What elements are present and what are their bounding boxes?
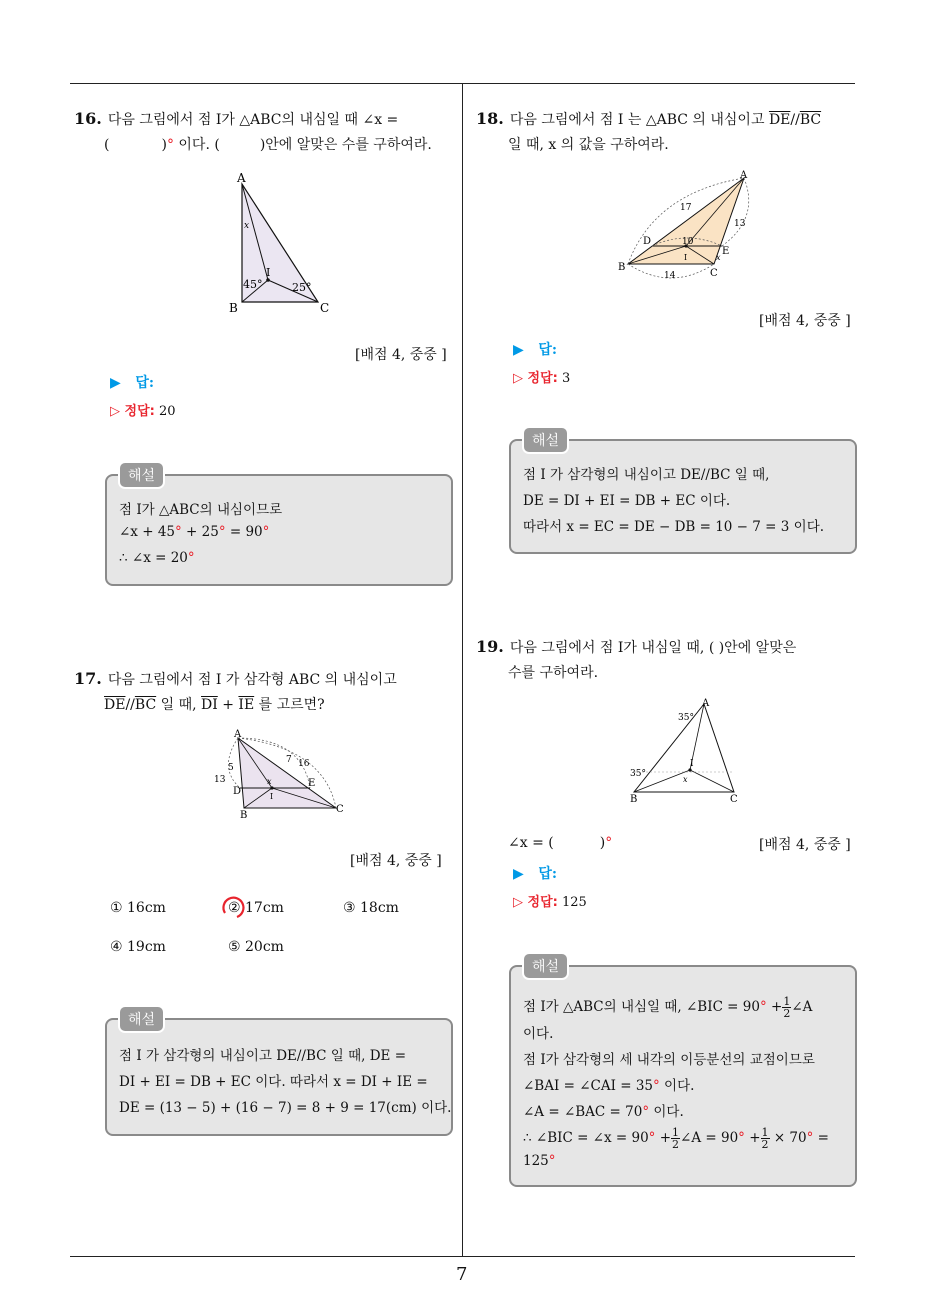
q19-sol-6a: ∴ ∠BIC = ∠x = 90: [523, 1130, 649, 1146]
q17-sol-line2: DI + EI = DB + EC 이다. 따라서 x = DI + IE =: [119, 1074, 428, 1090]
q19-sol-line4: ∠BAI = ∠CAI = 35° 이다.: [523, 1078, 695, 1094]
q16-text3: )안에 알맞은 수를 구하여라.: [259, 137, 432, 153]
q17-label-x: x: [267, 777, 272, 786]
q18-correct-row: [513, 367, 570, 386]
q19-line1: [476, 634, 796, 661]
q19-label-x: x: [683, 775, 688, 784]
q19-sol-line1: 점 I가 △ABC의 내심일 때, ∠BIC = 90° + $\frac{1}{2}$ ∠A: [523, 995, 813, 1020]
q19-correct-label: ▷ 정답:: [513, 895, 558, 910]
q19-degree: °: [605, 835, 613, 851]
q16-answer-row: ▶ 답:: [110, 375, 155, 391]
q19-meta: [배점 4, 중중 ]: [759, 837, 851, 853]
q19-sol-deg1: °: [759, 999, 767, 1015]
q16-sol-line3: [119, 550, 195, 566]
q16-angle-45: 45°: [243, 278, 263, 291]
q16-figure: [226, 170, 336, 315]
q17-label-i: I: [270, 792, 274, 801]
q17-seg-bc: $\overline{BC}$: [134, 697, 157, 713]
q17-text3: 를 고르면?: [254, 697, 325, 713]
q19-sol-deg7: °: [548, 1153, 556, 1169]
q16-sol-3a: ∴ ∠x = 20: [119, 550, 188, 566]
q16-label-i: I: [266, 266, 271, 279]
q16-label-c: C: [320, 301, 330, 315]
q19-answer-row: ▶ 답:: [513, 866, 558, 882]
q18-label-13: 13: [734, 219, 746, 229]
q16-sol-2a: ∠x + 45: [119, 524, 175, 540]
q19-angle-b: 35°: [630, 769, 646, 779]
q17-choice-5[interactable]: ⑤ 20cm: [228, 939, 284, 955]
q16-sol-deg2: °: [218, 524, 226, 540]
q17-label-5: 5: [228, 763, 234, 773]
q17-line1: [74, 666, 397, 693]
q19-sol-4a: ∠BAI = ∠CAI = 35: [523, 1078, 654, 1094]
q18-label-d: D: [643, 236, 652, 247]
q17-meta: [배점 4, 중중 ]: [350, 853, 442, 869]
q17-label-13: 13: [214, 775, 226, 785]
q19-correct-row: [513, 891, 587, 910]
q16-line2: [104, 132, 432, 158]
q18-label-b: B: [618, 262, 626, 273]
q16-meta: [배점 4, 중중 ]: [355, 347, 447, 363]
q18-label-14: 14: [664, 271, 676, 281]
q19-sol-1a: 점 I가 △ABC의 내심일 때, ∠BIC = 90: [523, 999, 760, 1015]
q17-triangle: [238, 738, 336, 808]
q17-label-a: A: [234, 729, 242, 740]
q16-sol-deg3: °: [262, 524, 270, 540]
q19-label-i: I: [690, 759, 694, 769]
q17-parallel: //: [125, 697, 135, 713]
q19-figure: [626, 694, 744, 806]
q16-solution-tag: 해설: [118, 461, 165, 489]
q17-seg-ie: $\overline{IE}$: [238, 697, 255, 713]
q18-label-10: 10: [682, 237, 694, 247]
q16-paren-close: ): [161, 137, 167, 153]
q18-sol-line3: 따라서 x = EC = DE − DB = 10 − 7 = 3 이다.: [523, 519, 825, 535]
q16-sol-line1: 점 I가 △ABC의 내심이므로: [119, 502, 283, 518]
column-divider: [462, 83, 463, 1257]
q19-label-a: A: [702, 698, 710, 709]
q18-correct-label: ▷ 정답:: [513, 371, 558, 386]
q19-solution-tag: 해설: [522, 952, 569, 980]
q19-sol-frac1: $\frac{1}{2}$: [783, 995, 791, 1020]
q19-text1: 다음 그림에서 점 I가 내심일 때, ( )안에 알맞은: [509, 640, 797, 656]
q18-sol-line2: DE = DI + EI = DB + EC 이다.: [523, 493, 731, 509]
q19-sol-line7: [523, 1153, 556, 1169]
q16-sol-2b: + 25: [181, 524, 219, 540]
q19-correct-value: 125: [562, 895, 587, 910]
q17-label-16: 16: [298, 759, 310, 769]
q17-text2: 일 때,: [156, 697, 202, 713]
q19-sol-line5: ∠A = ∠BAC = 70° 이다.: [523, 1104, 684, 1120]
q16-sol-line2: [119, 524, 269, 540]
q18-parallel: //: [790, 112, 800, 128]
q17-label-7: 7: [286, 755, 292, 765]
q19-sol-5a: ∠A = ∠BAC = 70: [523, 1104, 643, 1120]
q19-label-c: C: [730, 794, 738, 805]
q18-solution-tag: 해설: [522, 426, 569, 454]
q19-number: 19.: [476, 637, 504, 656]
q18-label-a: A: [740, 170, 748, 181]
q16-sol-deg4: °: [187, 550, 195, 566]
q19-sol-deg4: °: [648, 1130, 656, 1146]
q17-plus: +: [217, 697, 239, 713]
q19-sol-line6: ∴ ∠BIC = ∠x = 90° + $\frac{1}{2}$ ∠A = 90° + $\frac{1}{2}$ × 70° =: [523, 1126, 829, 1151]
q17-figure: [212, 728, 350, 820]
q18-label-x: x: [716, 253, 721, 262]
q19-sol-line2: 이다.: [523, 1026, 554, 1042]
q18-seg-de: $\overline{DE}$: [768, 112, 791, 128]
q19-sol-frac2: $\frac{1}{2}$: [672, 1126, 680, 1151]
q16-angle-25: 25°: [292, 281, 312, 294]
q16-sol-2c: = 90: [225, 524, 263, 540]
q16-label-x: x: [244, 221, 250, 231]
q18-line1: [476, 106, 821, 133]
q17-sol-line3: DE = (13 − 5) + (16 − 7) = 8 + 9 = 17(cm) 이다.: [119, 1100, 452, 1116]
q18-label-e: E: [722, 246, 730, 257]
q17-incenter-dot: [270, 786, 273, 789]
q17-label-d: D: [233, 786, 242, 797]
q17-label-c: C: [336, 804, 344, 815]
q19-sol-7a: 125: [523, 1153, 549, 1169]
q19-sol-frac3: $\frac{1}{2}$: [761, 1126, 769, 1151]
q18-label-17: 17: [680, 203, 692, 213]
q19-correct-label-text: 정답:: [527, 895, 558, 910]
q18-answer-label: 답:: [538, 342, 558, 358]
q17-choice-2[interactable]: ② 17cm: [228, 900, 284, 916]
bottom-rule: [70, 1256, 855, 1257]
q19-answer-label: 답:: [538, 866, 558, 882]
q18-label-i: I: [684, 253, 688, 262]
q19-prompt-text: ∠x = (: [508, 835, 554, 851]
q17-choice-3[interactable]: ③ 18cm: [343, 900, 399, 916]
q16-number: 16.: [74, 109, 102, 128]
q17-label-e: E: [308, 778, 316, 789]
q17-seg-de: $\overline{DE}$: [104, 697, 126, 713]
q16-text2: 이다. (: [178, 137, 220, 153]
q18-text1: 다음 그림에서 점 I 는 △ABC 의 내심이고: [509, 112, 769, 128]
q19-sol-deg2: °: [653, 1078, 660, 1094]
q18-solution-box: [509, 439, 857, 554]
q18-label-c: C: [710, 268, 718, 279]
q19-label-b: B: [630, 794, 638, 805]
q18-seg-bc: $\overline{BC}$: [799, 112, 822, 128]
q17-choice-4[interactable]: ④ 19cm: [110, 939, 166, 955]
q18-line2: 일 때, x 의 값을 구하여라.: [508, 137, 669, 153]
q18-meta: [배점 4, 중중 ]: [759, 313, 851, 329]
q19-sol-line3: 점 I가 삼각형의 세 내각의 이등분선의 교점이므로: [523, 1052, 815, 1068]
q16-label-b: B: [229, 301, 238, 315]
q16-solution-box: [105, 474, 453, 586]
q16-paren-open: (: [104, 137, 110, 153]
q16-correct-value: 20: [159, 404, 176, 419]
q19-sol-deg5: °: [738, 1130, 745, 1146]
q17-line2: [104, 692, 325, 718]
q16-correct-label: ▷ 정답:: [110, 404, 155, 419]
q19-sol-deg3: °: [642, 1104, 650, 1120]
q16-line1: [74, 106, 398, 133]
q18-number: 18.: [476, 109, 504, 128]
q17-seg-di: $\overline{DI}$: [201, 697, 218, 713]
q16-label-a: A: [237, 171, 246, 185]
q17-sol-line1: 점 I 가 삼각형의 내심이고 DE//BC 일 때, DE =: [119, 1048, 407, 1064]
q18-correct-value: 3: [562, 371, 571, 386]
q18-correct-label-text: 정답:: [527, 371, 558, 386]
q19-prompt: [508, 830, 612, 856]
q17-label-b: B: [240, 810, 248, 820]
q17-solution-tag: 해설: [118, 1005, 165, 1033]
q16-correct-label-text: 정답:: [124, 404, 155, 419]
q19-angle-a: 35°: [678, 713, 694, 723]
page-number: 7: [456, 1264, 468, 1285]
q17-choice-1[interactable]: ① 16cm: [110, 900, 166, 916]
q18-figure: [614, 168, 758, 284]
q16-answer-label: 답:: [135, 375, 155, 391]
q17-answer-circle-mark: [219, 893, 247, 921]
q19-prompt-close: ): [599, 835, 606, 851]
q16-sol-deg1: °: [175, 524, 182, 540]
q16-correct-row: [110, 400, 176, 419]
q17-number: 17.: [74, 669, 102, 688]
q17-solution-box: [105, 1018, 453, 1136]
q16-degree: °: [166, 137, 174, 153]
q16-text1: 다음 그림에서 점 I가 △ABC의 내심일 때 ∠x =: [107, 112, 399, 128]
q19-sol-deg6: °: [806, 1130, 814, 1146]
q17-text1: 다음 그림에서 점 I 가 삼각형 ABC 의 내심이고: [107, 672, 397, 688]
q19-line2: 수를 구하여라.: [508, 665, 599, 681]
q18-answer-row: ▶ 답:: [513, 342, 558, 358]
q19-solution-box: [509, 965, 857, 1187]
q18-sol-line1: 점 I 가 삼각형의 내심이고 DE//BC 일 때,: [523, 467, 770, 483]
